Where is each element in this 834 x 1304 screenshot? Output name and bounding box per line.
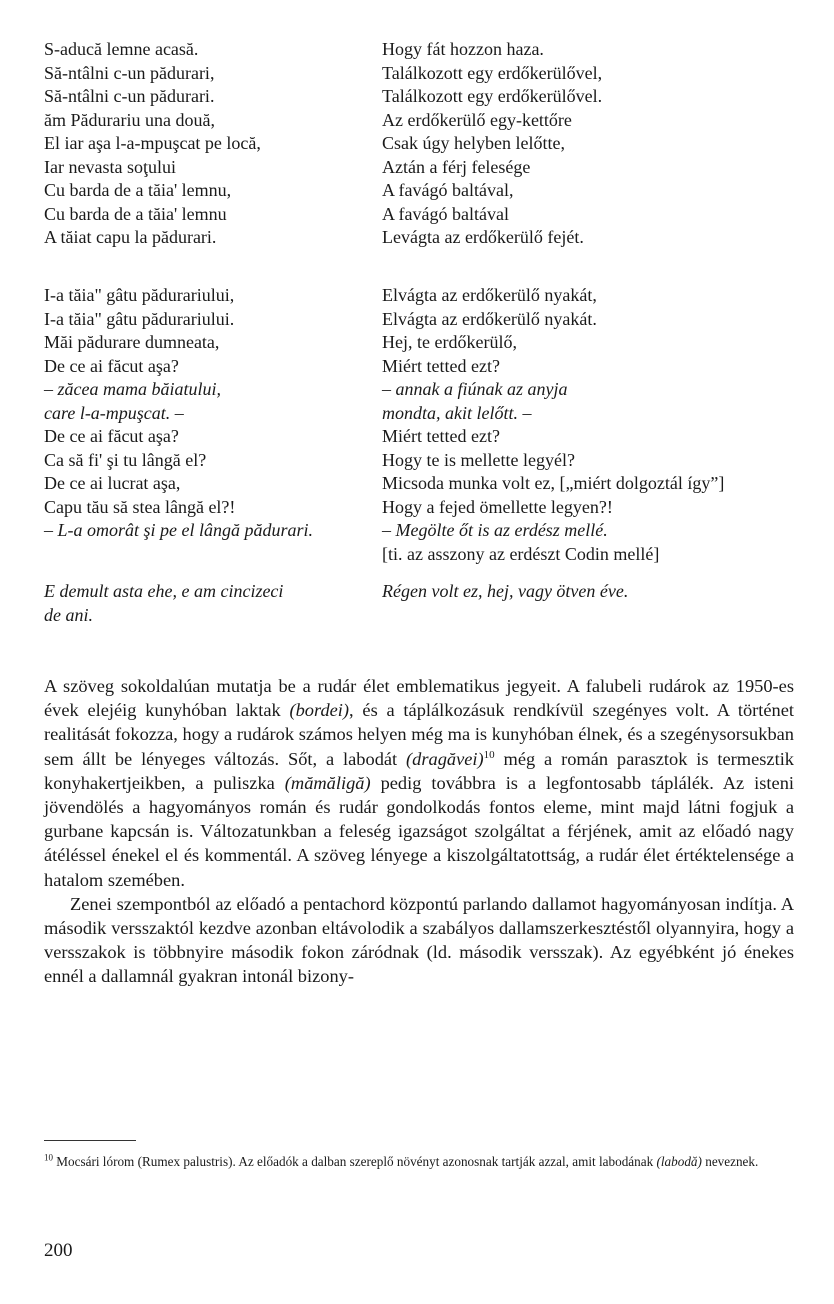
poem-line: mondta, akit lelőtt. –: [382, 402, 532, 423]
poem-line: De ce ai făcut aşa?: [44, 355, 179, 376]
footnote-ref: 10: [483, 748, 495, 761]
poem-line: Micsoda munka volt ez, [„miért dolgoztál így”]: [382, 473, 725, 493]
poem-line: Levágta az erdőkerülő fejét.: [382, 227, 584, 247]
poem-line: Az erdőkerülő egy-kettőre: [382, 109, 572, 130]
poem-line: Elvágta az erdőkerülő nyakát,: [382, 285, 597, 305]
stanza-2-romanian: [44, 284, 374, 543]
poem-line: Miért tetted ezt?: [382, 426, 500, 446]
poem-line: Miért tetted ezt?: [382, 355, 500, 376]
poem-line: Hej, te erdőkerülő,: [382, 332, 517, 352]
poem-line: Hogy a fejed ömellette legyen?!: [382, 496, 613, 517]
poem-line: Hogy fát hozzon haza.: [382, 39, 544, 59]
paragraph-1: A szöveg sokoldalúan mutatja be a rudár élet emblematikus jegyeit. A falubeli rudárok az 1950-es évek elejéig kunyhóban laktak (bordei), és a táplálkozásuk rendkívül szegényes volt. A történet realitását fokozza, hogy a rudárok számos helyen még ma is kunyhóban élnek, és a szegénysorsukban sem állt be lényeges változás. Sőt, a labodát (dragăvei)$^{10}$ még a román parasztok is termesztik konyhakertjeikben, a puliszka (mămăligă) pedig továbbra is a legfontosabb táplálék. Az isteni jövendölés a hagyományos román és rudár gondolkodás fontos eleme, mint majd látni fogjuk a gurbane kapcsán is. Változatunkban a feleség igazságot szolgáltat a férjének, amit az előadó nagy átéléssel énekel el és kommentál. A szöveg lényege a kiszolgáltatottság, a rudár élet értéktelensége a hatalom szemében.: [44, 676, 795, 890]
poem-line: I-a tăia" gâtu pădurariului.: [44, 308, 235, 329]
poem-line: Aztán a férj felesége: [382, 156, 531, 177]
poem-line: – annak a fiúnak az anyja: [382, 379, 568, 399]
poem-line: ăm Pădurariu una două,: [44, 109, 215, 130]
stanza-1-hungarian: [382, 38, 822, 250]
stanza-2-hungarian: [382, 284, 822, 566]
poem-line: Măi pădurare dumneata,: [44, 332, 220, 352]
poem-line: care l-a-mpuşcat. –: [44, 402, 184, 423]
poem-line: [ti. az asszony az erdészt Codin mellé]: [382, 543, 660, 564]
bilingual-poem: [0, 38, 834, 628]
poem-line: E demult asta ehe, e am cincizeci: [44, 581, 284, 601]
poem-line: Régen volt ez, hej, vagy ötven éve.: [382, 581, 629, 601]
poem-line: – zăcea mama băiatului,: [44, 379, 221, 399]
poem-line: A favágó baltával,: [382, 180, 514, 200]
poem-line: A favágó baltával: [382, 203, 509, 224]
page-number: 200: [44, 1240, 73, 1261]
stanza-3-hungarian: [382, 580, 822, 604]
poem-line: de ani.: [44, 604, 93, 625]
poem-line: El iar aşa l-a-mpuşcat pe locă,: [44, 133, 261, 153]
poem-line: Elvágta az erdőkerülő nyakát.: [382, 308, 597, 329]
poem-line: Csak úgy helyben lelőtte,: [382, 133, 565, 153]
poem-line: S-aducă lemne acasă.: [44, 39, 199, 59]
poem-line: Să-ntâlni c-un pădurari.: [44, 86, 215, 106]
footnote: $^{10}$ Mocsári lórom (Rumex palustris). Az előadók a dalban szereplő növényt azonosnak tartják azzal, amit labodának (labodă) neveznek.: [44, 1152, 759, 1169]
poem-line: Ca să fi' şi tu lângă el?: [44, 449, 207, 470]
poem-line: Találkozott egy erdőkerülővel,: [382, 62, 603, 83]
poem-stanza-1: [0, 38, 834, 250]
poem-line: Iar nevasta soţului: [44, 156, 176, 177]
poem-line: De ce ai lucrat aşa,: [44, 473, 181, 493]
poem-line: Cu barda de a tăia' lemnu,: [44, 180, 232, 200]
poem-line: I-a tăia" gâtu pădurariului,: [44, 285, 235, 305]
poem-line: Capu tău să stea lângă el?!: [44, 496, 236, 517]
footnote-divider: [44, 1140, 136, 1141]
poem-line: Să-ntâlni c-un pădurari,: [44, 62, 215, 83]
poem-line: – Megölte őt is az erdész mellé.: [382, 520, 608, 540]
poem-line: Találkozott egy erdőkerülővel.: [382, 86, 603, 106]
poem-line: Cu barda de a tăia' lemnu: [44, 203, 227, 224]
poem-line: – L-a omorât şi pe el lângă pădurari.: [44, 520, 314, 540]
poem-stanza-2: [0, 284, 834, 568]
commentary-text: [44, 674, 794, 989]
footnote-number: 10: [44, 1152, 53, 1163]
poem-line: Hogy te is mellette legyél?: [382, 449, 575, 470]
poem-line: A tăiat capu la pădurari.: [44, 227, 217, 247]
stanza-1-romanian: [44, 38, 374, 250]
poem-stanza-3: [0, 580, 834, 628]
paragraph-2: Zenei szempontból az előadó a pentachord központú parlando dallamot hagyományosan indítja. A második versszaktól kezdve azonban eltávolodik a szabályos dallamszerkesztéstől olyannyira, hogy a versszakok is többnyire második fokon záródnak (ld. második versszak). Az egyébként jó énekes ennél a dallamnál gyakran intonál bizony-: [44, 893, 794, 987]
poem-line: De ce ai făcut aşa?: [44, 426, 179, 446]
stanza-3-romanian: [44, 580, 374, 627]
